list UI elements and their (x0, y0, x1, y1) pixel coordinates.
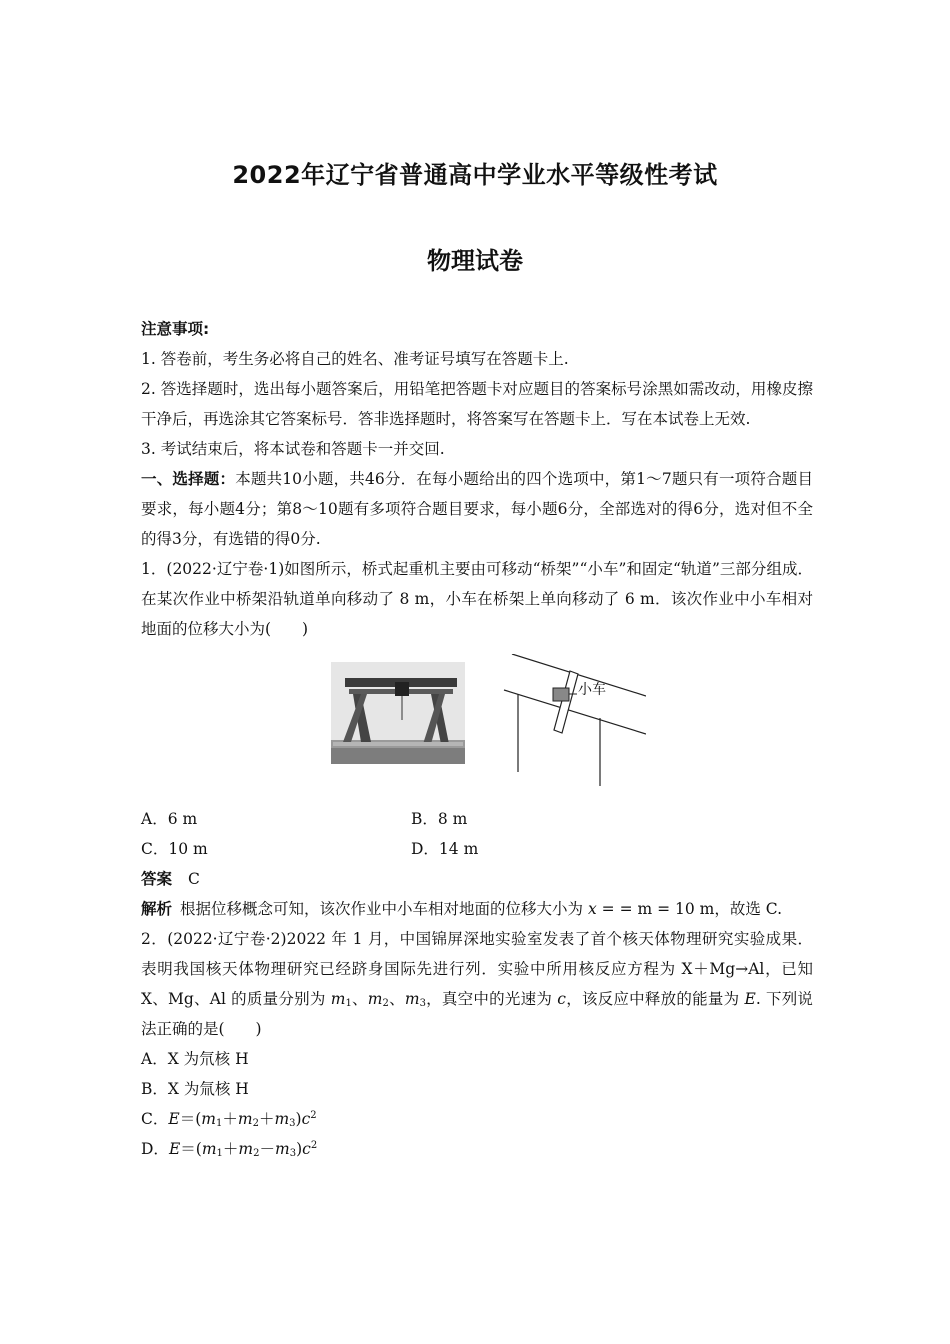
question-1-analysis (141, 894, 813, 924)
q2-s3: 3 (419, 998, 426, 1009)
op: ＋ (222, 1140, 239, 1158)
q2-s1: 1 (345, 998, 352, 1009)
notice-item: 2. 答选择题时，选出每小题答案后，用铅笔把答题卡对应题目的答案标号涂黑如需改动，用橡皮擦干净后，再选涂其它答案标号．答非选择题时，将答案写在答题卡上．写在本试卷上无效. (141, 380, 814, 428)
question-2-stem (141, 924, 813, 1044)
sub: 1 (216, 1148, 223, 1159)
crane-photo (331, 662, 465, 764)
q2-sep: 、 (351, 990, 368, 1008)
question-1-options-row (141, 834, 813, 864)
q2-m2: m (367, 990, 383, 1008)
section-text: 本题共10小题，共46分．在每小题给出的四个选项中，第1～7题只有一项符合题目要求，每小题4分；第8～10题有多项符合题目要求，每小题6分，全部选对的得6分，选对但不全的得3分，有选错的得0分. (141, 470, 813, 548)
option-c (141, 1104, 813, 1134)
analysis-var: x (587, 900, 597, 918)
trolley-label: 小车 (578, 682, 606, 698)
var-m: m (201, 1140, 217, 1158)
var-m: m (237, 1110, 253, 1128)
sub: 2 (252, 1118, 259, 1129)
opt-prefix: D． (141, 1140, 169, 1158)
op: － (259, 1140, 276, 1158)
q2-sep: 、 (388, 990, 405, 1008)
option-d (141, 1134, 813, 1164)
q2-E: E (744, 990, 756, 1008)
document-body (141, 314, 813, 1164)
analysis-label: 解析 (141, 900, 173, 918)
q2-c: c (557, 990, 566, 1008)
sup: 2 (310, 1139, 318, 1151)
option-a: A．X 为氘核 H (141, 1050, 249, 1068)
var-E: E (168, 1140, 181, 1158)
sub: 3 (289, 1148, 297, 1159)
question-1-figures (141, 654, 813, 804)
var-m: m (274, 1110, 290, 1128)
q2-m1: m (330, 990, 346, 1008)
option-a: A．6 m (141, 810, 198, 828)
var-m: m (275, 1140, 290, 1158)
q2-m3: m (404, 990, 420, 1008)
var-E: E (168, 1110, 180, 1128)
op: ＋ (258, 1110, 275, 1128)
sup: 2 (310, 1109, 317, 1121)
option-c: C．10 m (141, 840, 208, 858)
section-intro (141, 464, 813, 554)
sub: 1 (215, 1118, 223, 1129)
option-d: D．14 m (411, 840, 479, 858)
paren: ) (295, 1110, 302, 1128)
eq: ＝( (180, 1140, 202, 1158)
opt-prefix: C． (141, 1110, 169, 1128)
notice-heading: 注意事项: (141, 320, 210, 338)
question-1-options-row (141, 804, 813, 834)
analysis-text: 根据位移概念可知，该次作业中小车相对地面的位移大小为 (180, 900, 584, 918)
var-m: m (201, 1110, 216, 1128)
option-b: B．8 m (411, 810, 468, 828)
section-heading: 一、选择题： (141, 470, 236, 488)
notice-item: 3. 考试结束后，将本试卷和答题卡一并交回. (141, 440, 445, 458)
trolley-diagram (496, 654, 646, 786)
var-c: c (301, 1110, 311, 1128)
q2-text: ，真空中的光速为 (425, 990, 553, 1008)
var-m: m (238, 1140, 254, 1158)
page-title: 2022年辽宁省普通高中学业水平等级性考试 (232, 161, 718, 189)
option-b: B．X 为氚核 H (141, 1080, 249, 1098)
q2-text: . 下列说法正确的是( ) (141, 990, 813, 1038)
var-c: c (302, 1140, 311, 1158)
q2-text: ，该反应中释放的能量为 (565, 990, 740, 1008)
notice-item: 1. 答卷前，考生务必将自己的姓名、准考证号填写在答题卡上. (141, 350, 569, 368)
answer-label: 答案 (141, 870, 173, 888)
paren: ) (296, 1140, 303, 1158)
op: ＋ (222, 1110, 238, 1128)
q2-s2: 2 (382, 998, 389, 1009)
question-1-stem: 1．(2022·辽宁卷·1)如图所示，桥式起重机主要由可移动“桥架”“小车”和固定“轨道”三部分组成．在某次作业中桥架沿轨道单向移动了 8 m，小车在桥架上单向移动了 6 m．该次作业中小车相对地面的位移大小为( ) (141, 560, 813, 638)
answer-value: C (188, 870, 200, 888)
sub: 2 (253, 1148, 260, 1159)
analysis-equation: = = m = 10 m，故选 C. (601, 900, 783, 918)
question-1-answer (141, 864, 813, 894)
page-subtitle: 物理试卷 (427, 247, 523, 275)
eq: ＝( (179, 1110, 202, 1128)
q2-text: 2．(2022·辽宁卷·2)2022 年 1 月，中国锦屏深地实验室发表了首个核天体物理研究实验成果．表明我国核天体物理研究已经跻身国际先进行列．实验中所用核反应方程为 X＋Mg→Al，已知 X、Mg、Al 的质量分别为 (141, 930, 813, 1008)
sub: 3 (289, 1118, 296, 1129)
